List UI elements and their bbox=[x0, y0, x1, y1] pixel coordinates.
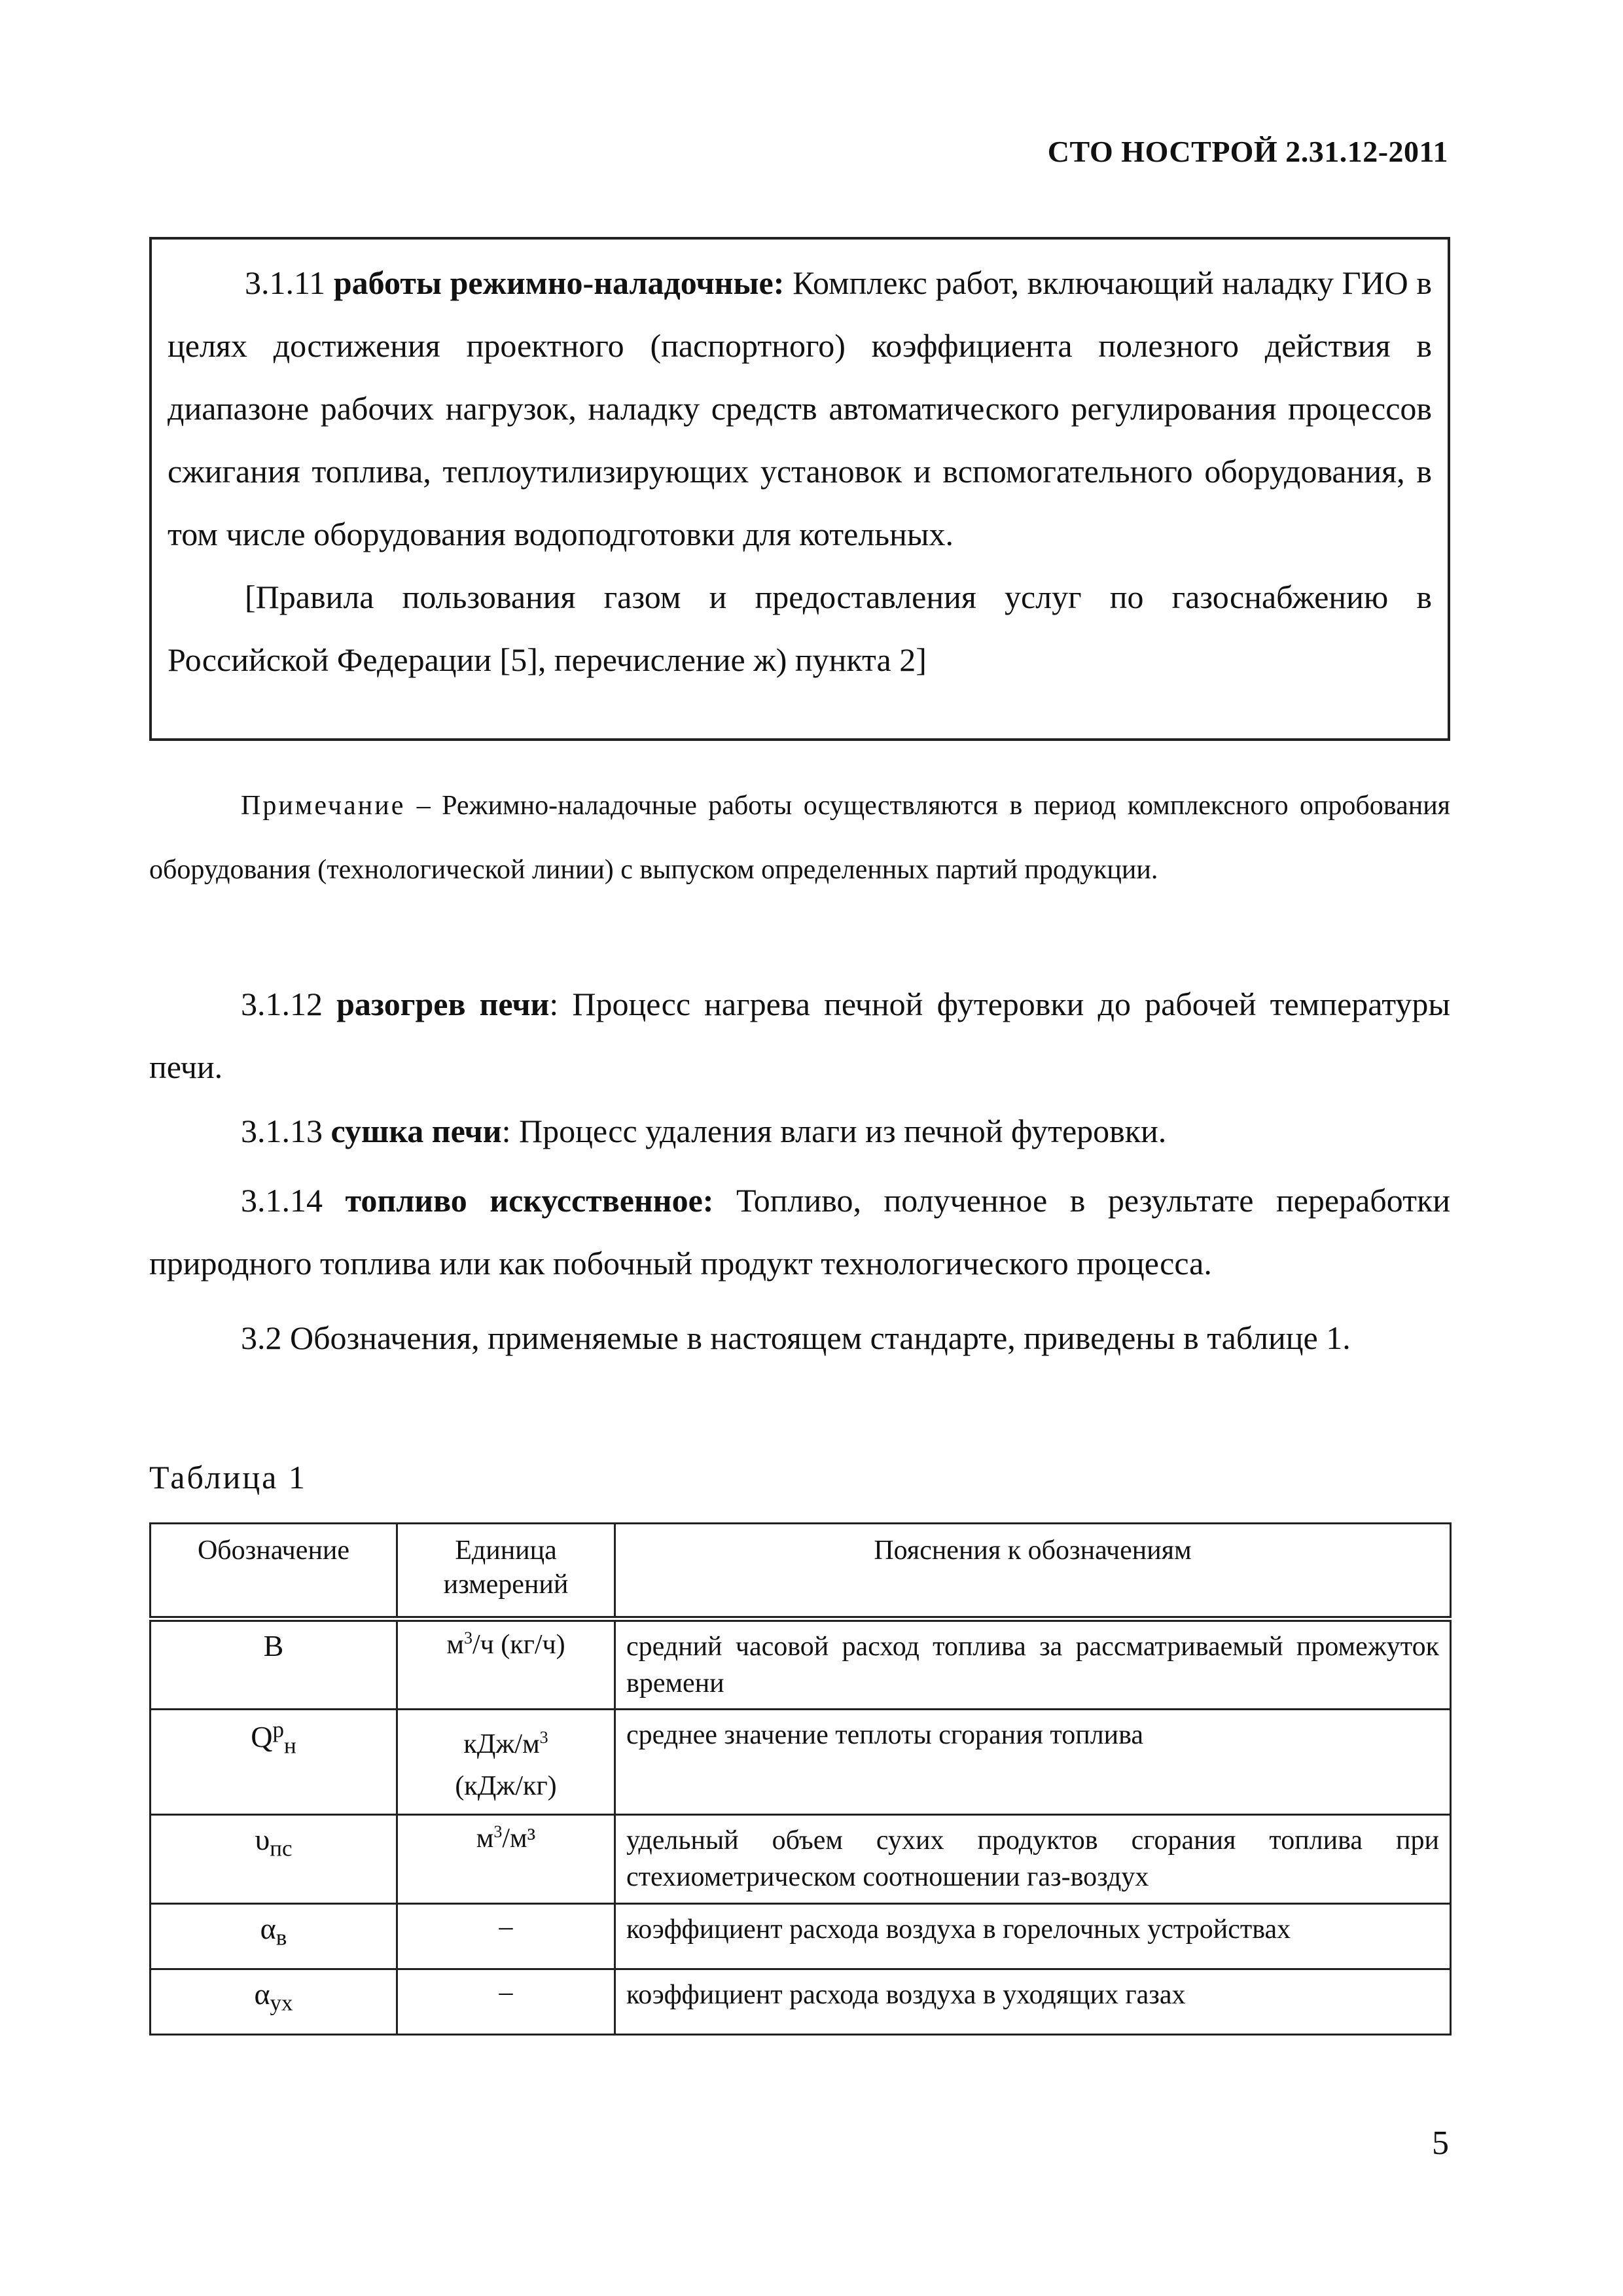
symbols-table bbox=[149, 1522, 1452, 2036]
header-description: Пояснения к обозначениям bbox=[615, 1524, 1451, 1619]
table-row bbox=[151, 1619, 1451, 1710]
definition-text: Топливо, полученное в результате переработки природного топлива или как побочный продукт технологического процесса. bbox=[149, 1182, 1450, 1282]
cell-unit bbox=[397, 1619, 615, 1710]
unit-text-post: /ч (кг/ч) bbox=[472, 1630, 565, 1660]
cell-description: удельный объем сухих продуктов сгорания топлива при стехиометрическом соотношении газ-воздух bbox=[615, 1815, 1451, 1904]
definition-term: сушка печи bbox=[330, 1113, 502, 1149]
definition-term: топливо искусственное: bbox=[345, 1182, 714, 1219]
table-row bbox=[151, 1969, 1451, 2035]
symbol-text: Q bbox=[251, 1720, 273, 1753]
cell-symbol bbox=[151, 1904, 397, 1969]
cell-description: коэффициент расхода воздуха в уходящих газах bbox=[615, 1969, 1451, 2035]
definition-3-1-12 bbox=[149, 973, 1450, 1098]
table-header-row bbox=[151, 1524, 1451, 1619]
cell-symbol bbox=[151, 1969, 397, 2035]
symbol-text: α bbox=[260, 1912, 276, 1945]
page-number: 5 bbox=[1432, 2125, 1449, 2162]
boxed-definition-3-1-11 bbox=[149, 237, 1450, 741]
symbol-sup: р bbox=[272, 1717, 284, 1742]
symbol-sub: ух bbox=[270, 1990, 293, 2016]
header-unit bbox=[397, 1524, 615, 1619]
header-unit-line1: Единица bbox=[455, 1535, 557, 1566]
cell-unit: – bbox=[397, 1969, 615, 2035]
definition-text: Комплекс работ, включающий наладку ГИО в целях достижения проектного (паспортного) коэффициента полезного действия в диапазоне рабочих нагрузок, наладку средств автоматического регулирования процессов сжигания топлива, теплоутилизирующих установок и вспомогательного оборудования, в том числе оборудования водоподготовки для котельных. bbox=[168, 264, 1433, 552]
cell-symbol bbox=[151, 1710, 397, 1815]
symbol-sub: н bbox=[284, 1732, 296, 1759]
note-paragraph bbox=[149, 774, 1450, 902]
symbol-text: α bbox=[254, 1977, 270, 2011]
note-label: Примечание bbox=[241, 791, 406, 821]
cell-description: коэффициент расхода воздуха в горелочных устройствах bbox=[615, 1904, 1451, 1969]
unit-sup: 3 bbox=[539, 1728, 548, 1747]
table-caption: Таблица 1 bbox=[149, 1459, 307, 1496]
unit-sup: 3 bbox=[493, 1822, 503, 1841]
cell-unit bbox=[397, 1815, 615, 1904]
unit-line2: (кДж/кг) bbox=[455, 1771, 557, 1801]
table-row bbox=[151, 1904, 1451, 1969]
cell-symbol bbox=[151, 1815, 397, 1904]
table-row bbox=[151, 1710, 1451, 1815]
section-3-2-paragraph: 3.2 Обозначения, применяемые в настоящем стандарте, приведены в таблице 1. bbox=[241, 1319, 1351, 1356]
header-symbol: Обозначение bbox=[151, 1524, 397, 1619]
unit-text: м bbox=[476, 1823, 494, 1854]
cell-unit bbox=[397, 1710, 615, 1815]
symbol-text: B bbox=[263, 1629, 284, 1662]
header-unit-line2: измерений bbox=[443, 1570, 569, 1600]
note-text: – Режимно-наладочные работы осуществляются в период комплексного опробования оборудования (технологической линии) с выпуском определенных партий продукции. bbox=[149, 791, 1450, 885]
definition-term: работы режимно-наладочные: bbox=[333, 264, 785, 301]
cell-symbol bbox=[151, 1619, 397, 1710]
cell-description: среднее значение теплоты сгорания топлива bbox=[615, 1710, 1451, 1815]
definition-number: 3.1.11 bbox=[245, 264, 326, 301]
unit-text: кДж/м bbox=[463, 1729, 540, 1759]
document-code-header: СТО НОСТРОЙ 2.31.12-2011 bbox=[1047, 135, 1448, 168]
definition-3-1-13 bbox=[149, 1100, 1450, 1162]
definition-number: 3.1.14 bbox=[241, 1182, 323, 1219]
definition-text: : Процесс удаления влаги из печной футеровки. bbox=[501, 1113, 1167, 1149]
definition-number: 3.1.12 bbox=[241, 986, 323, 1022]
definition-number: 3.1.13 bbox=[241, 1113, 323, 1149]
definition-3-1-14 bbox=[149, 1169, 1450, 1295]
symbol-sub: в bbox=[276, 1924, 287, 1950]
cell-unit: – bbox=[397, 1904, 615, 1969]
symbol-text: υ bbox=[255, 1823, 270, 1856]
definition-paragraph bbox=[168, 251, 1432, 565]
unit-text: м bbox=[446, 1630, 464, 1660]
symbol-sub: пс bbox=[270, 1835, 293, 1861]
unit-text-post: /м³ bbox=[502, 1823, 536, 1854]
cell-description: средний часовой расход топлива за рассматриваемый промежуток времени bbox=[615, 1619, 1451, 1710]
definition-source: [Правила пользования газом и предоставления услуг по газоснабжению в Российской Федерации [5], перечисление ж) пункта 2] bbox=[168, 579, 1432, 678]
definition-text: : Процесс нагрева печной футеровки до рабочей температуры печи. bbox=[149, 986, 1450, 1085]
definition-term: разогрев печи bbox=[336, 986, 550, 1022]
table-row bbox=[151, 1815, 1451, 1904]
unit-sup: 3 bbox=[463, 1628, 473, 1647]
